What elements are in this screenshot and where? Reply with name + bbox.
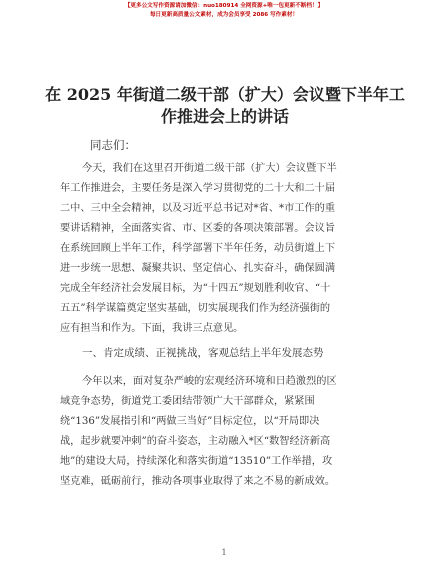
paragraph-line: 今天，我们在这里召开街道二级干部（扩大）会议暨下半 bbox=[82, 163, 337, 174]
paragraph-line: 完成全年经济社会发展目标，为“十四五”规划胜利收官、“十 bbox=[60, 283, 331, 294]
salutation: 同志们： bbox=[90, 138, 136, 152]
paragraph-intro bbox=[60, 159, 398, 339]
paragraph-line: 战，起步就要冲刺”的奋斗姿态，主动融入*区“数智经济新高 bbox=[60, 436, 331, 447]
section-heading-1: 一、肯定成绩、正视挑战，客观总结上半年发展态势 bbox=[82, 347, 324, 359]
header-banner bbox=[0, 2, 448, 20]
paragraph-section-1 bbox=[60, 372, 398, 492]
paragraph-line: 要讲话精神，全面落实省、市、区委的各项决策部署。会议旨 bbox=[60, 223, 336, 234]
paragraph-line: 年工作推进会，主要任务是深入学习贯彻党的二十大和二十届 bbox=[60, 183, 336, 194]
paragraph-line: 坚克难，砥砺前行，推动各项事业取得了来之不易的新成效。 bbox=[60, 476, 336, 487]
paragraph-line: 今年以来，面对复杂严峻的宏观经济环境和日趋激烈的区 bbox=[82, 376, 337, 387]
paragraph-line: 进一步统一思想、凝聚共识、坚定信心、扎实奋斗，确保圆满 bbox=[60, 263, 336, 274]
document-title: 在 2025 年街道二级干部（扩大）会议暨下半年工作推进会上的讲话 bbox=[45, 85, 405, 126]
paragraph-line: 五五”科学谋篇奠定坚实基础，切实展现我们作为经济强街的 bbox=[60, 303, 331, 314]
paragraph-line: 二中、三中全会精神，以及习近平总书记对*省、*市工作的重 bbox=[60, 203, 336, 214]
paragraph-line: 域竞争态势，街道党工委团结带领广大干部群众，紧紧围 bbox=[60, 396, 315, 407]
paragraph-line: 地”的建设大局，持续深化和落实街道“13510”工作举措，攻 bbox=[60, 456, 333, 467]
banner-line-1: 【更多公文写作资源请加微信：nuo180914 全网资源+唯一包更新不断档！】 bbox=[124, 3, 324, 9]
paragraph-line: 在系统回顾上半年工作，科学部署下半年任务，动员街道上下 bbox=[60, 243, 336, 254]
paragraph-line: 绕“136”发展指引和“两做三当好”目标定位，以“开局即决 bbox=[60, 416, 320, 427]
paragraph-line: 应有担当和作为。下面，我讲三点意见。 bbox=[60, 323, 244, 334]
page-number: 1 bbox=[221, 548, 227, 557]
banner-line-2: 每日更新高质量公文素材，成为会员享受 2086 写作素材！ bbox=[149, 12, 299, 18]
